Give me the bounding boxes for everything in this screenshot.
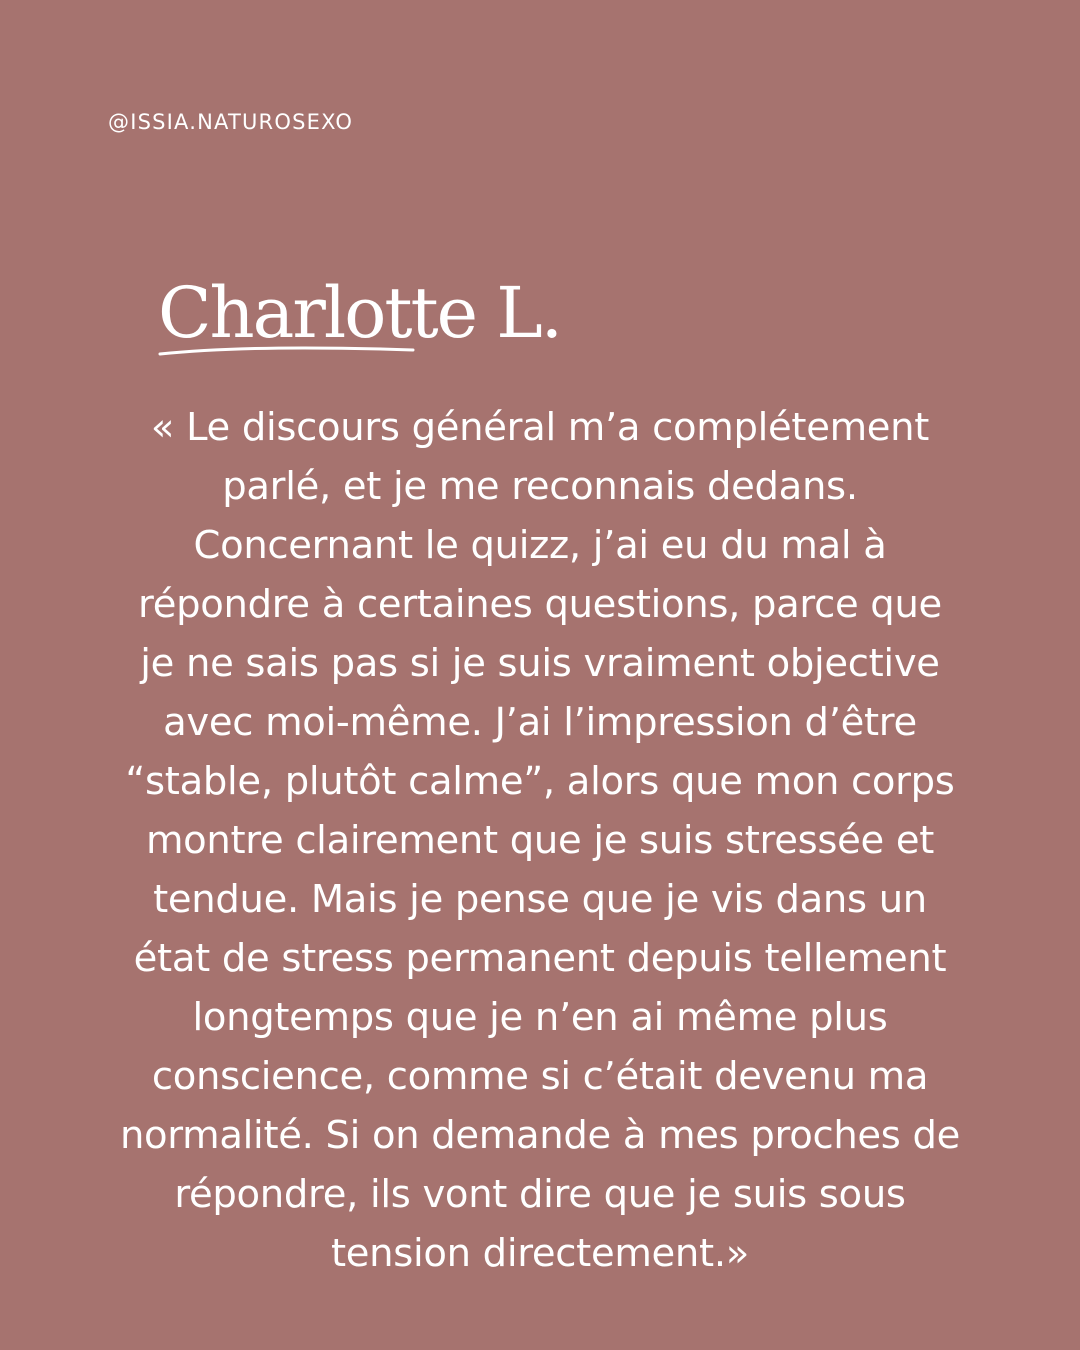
quote-line: je ne sais pas si je suis vraiment objective [140,641,940,686]
author-heading [158,268,578,368]
quote-line: tendue. Mais je pense que je vis dans un [153,877,927,922]
quote-line: avec moi-même. J’ai l’impression d’être [163,700,917,745]
quote-line: longtemps que je n’en ai même plus [192,995,888,1040]
quote-line: répondre à certaines questions, parce que [138,582,942,627]
quote-line: « Le discours général m’a complétement [150,405,930,450]
testimonial-quote [60,398,1020,1283]
quote-line: parlé, et je me reconnais dedans. [222,464,858,509]
underline-stroke [158,342,428,362]
quote-line: “stable, plutôt calme”, alors que mon corps [125,759,955,804]
account-handle: @ISSIA.NATUROSEXO [108,110,354,134]
quote-line: conscience, comme si c’était devenu ma [151,1054,929,1099]
quote-line: répondre, ils vont dire que je suis sous [174,1172,906,1217]
quote-line: Concernant le quizz, j’ai eu du mal à [193,523,887,568]
quote-line: tension directement.» [330,1231,750,1276]
author-name: Charlotte L. [158,272,562,354]
quote-line: montre clairement que je suis stressée et [145,818,935,863]
quote-line: état de stress permanent depuis tellement [133,936,947,981]
quote-line: normalité. Si on demande à mes proches de [119,1113,961,1158]
